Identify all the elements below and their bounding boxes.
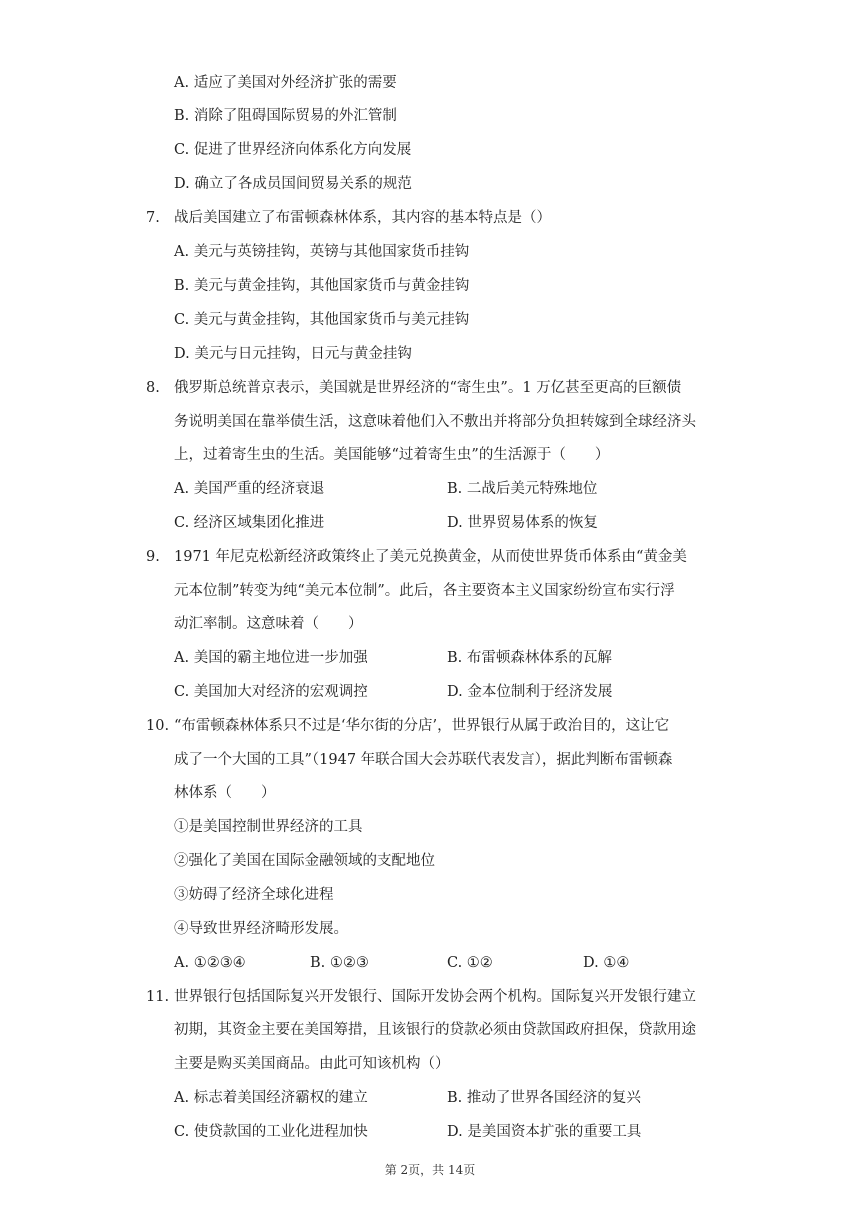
q9-option-a: A. 美国的霸主地位进一步加强 [174,650,368,666]
q9-number: 9. [146,549,160,565]
q9-stem-line: 动汇率制。这意味着（ ） [174,616,363,632]
q10-item: ①是美国控制世界经济的工具 [174,819,363,835]
q9-option-c: C. 美国加大对经济的宏观调控 [174,684,368,700]
q10-stem-line: “布雷顿森林体系只不过是‘华尔街的分店’，世界银行从属于政治目的，这让它 [174,718,670,734]
q6-option-c: C. 促进了世界经济向体系化方向发展 [174,142,412,158]
q9-stem-line: 1971 年尼克松新经济政策终止了美元兑换黄金，从而使世界货币体系由“黄金美 [174,549,687,565]
q9-option-b: B. 布雷顿森林体系的瓦解 [447,650,612,666]
q8-option-a: A. 美国严重的经济衰退 [174,481,325,497]
q10-item: ②强化了美国在国际金融领域的支配地位 [174,853,435,869]
q10-item: ④导致世界经济畸形发展。 [174,921,348,937]
q10-item: ③妨碍了经济全球化进程 [174,887,334,903]
q7-option-d: D. 美元与日元挂钩，日元与黄金挂钩 [174,346,412,362]
q8-number: 8. [146,380,160,396]
q8-option-b: B. 二战后美元特殊地位 [447,481,598,497]
q7-stem: 战后美国建立了布雷顿森林体系，其内容的基本特点是（） [174,210,551,226]
q7-option-b: B. 美元与黄金挂钩，其他国家货币与黄金挂钩 [174,278,470,294]
q10-number: 10. [146,718,170,734]
q11-option-c: C. 使贷款国的工业化进程加快 [174,1124,368,1140]
q7-option-c: C. 美元与黄金挂钩，其他国家货币与美元挂钩 [174,312,470,328]
q6-option-d: D. 确立了各成员国间贸易关系的规范 [174,176,412,192]
q11-stem-line: 世界银行包括国际复兴开发银行、国际开发协会两个机构。国际复兴开发银行建立 [174,989,696,1005]
q10-stem-line: 成了一个大国的工具”（1947 年联合国大会苏联代表发言），据此判断布雷顿森 [174,752,673,768]
q11-option-b: B. 推动了世界各国经济的复兴 [447,1090,641,1106]
q8-stem-line: 俄罗斯总统普京表示，美国就是世界经济的“寄生虫”。1 万亿甚至更高的巨额债 [174,380,682,396]
q10-option-d: D. ①④ [583,955,630,971]
q6-option-b: B. 消除了阻碍国际贸易的外汇管制 [174,108,397,124]
q9-stem-line: 元本位制”转变为纯“美元本位制”。此后，各主要资本主义国家纷纷宣布实行浮 [174,583,675,599]
q11-number: 11. [146,989,170,1005]
q10-stem-line: 林体系（ ） [174,785,276,801]
q10-option-c: C. ①② [447,955,493,971]
q8-stem-line: 上，过着寄生虫的生活。美国能够“过着寄生虫”的生活源于（ ） [174,447,610,463]
q7-number: 7. [146,210,160,226]
q9-option-d: D. 金本位制利于经济发展 [447,684,613,700]
q8-option-c: C. 经济区域集团化推进 [174,515,325,531]
q11-stem-line: 初期，其资金主要在美国筹措，且该银行的贷款必须由贷款国政府担保，贷款用途 [174,1022,696,1038]
q8-stem-line: 务说明美国在靠举债生活，这意味着他们入不敷出并将部分负担转嫁到全球经济头 [174,414,696,430]
q6-option-a: A. 适应了美国对外经济扩张的需要 [174,75,397,91]
q10-option-a: A. ①②③④ [174,955,246,971]
q10-option-b: B. ①②③ [310,955,369,971]
q11-option-d: D. 是美国资本扩张的重要工具 [447,1124,642,1140]
page-footer: 第 2页，共 14页 [384,1163,476,1177]
q11-stem-line: 主要是购买美国商品。由此可知该机构（） [174,1056,450,1072]
q11-option-a: A. 标志着美国经济霸权的建立 [174,1090,368,1106]
q7-option-a: A. 美元与英镑挂钩，英镑与其他国家货币挂钩 [174,244,470,260]
q8-option-d: D. 世界贸易体系的恢复 [447,515,598,531]
